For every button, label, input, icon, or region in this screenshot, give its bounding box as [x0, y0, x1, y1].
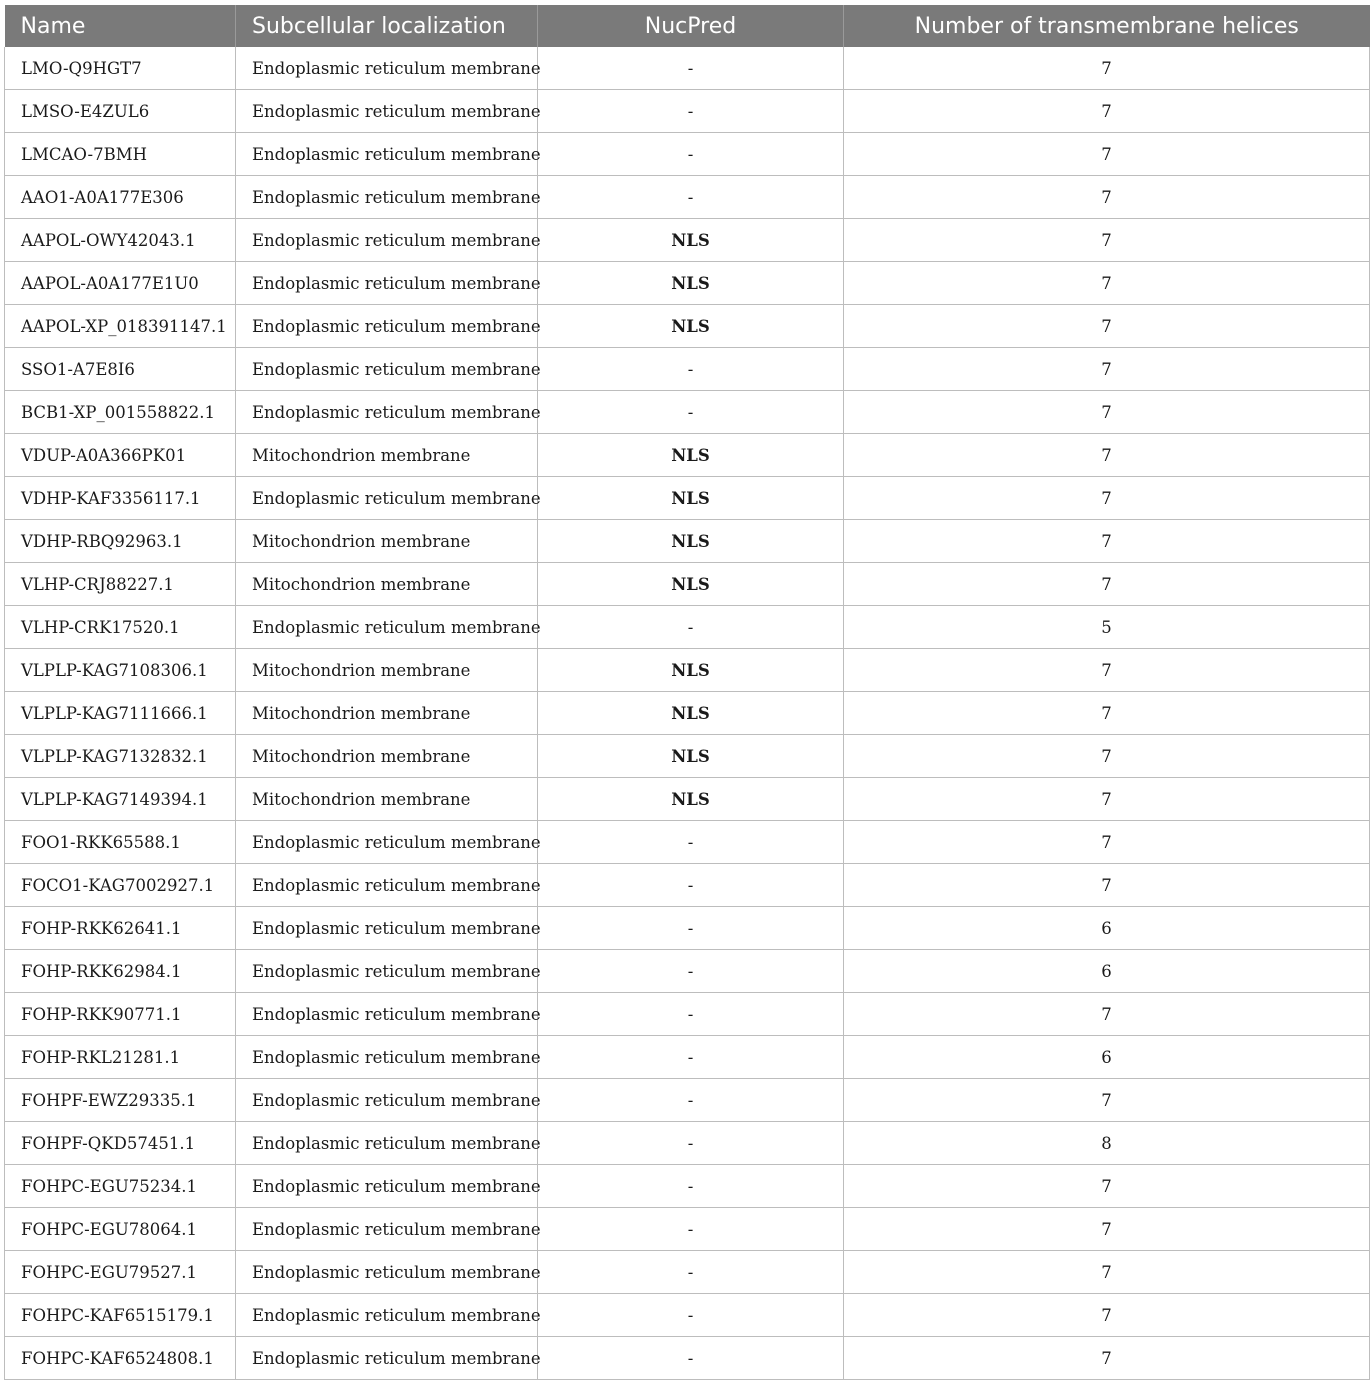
cell-nucpred: NLS	[538, 649, 844, 692]
cell-nucpred: -	[538, 606, 844, 649]
table-row	[5, 778, 1370, 821]
table-row	[5, 993, 1370, 1036]
table-row	[5, 606, 1370, 649]
cell-name: FOO1-RKK65588.1	[5, 821, 236, 864]
cell-transmembrane-helices: 6	[844, 907, 1370, 950]
cell-transmembrane-helices: 7	[844, 47, 1370, 90]
cell-name: VDHP-KAF3356117.1	[5, 477, 236, 520]
cell-nucpred: -	[538, 391, 844, 434]
cell-nucpred: -	[538, 907, 844, 950]
table-row	[5, 348, 1370, 391]
cell-nucpred: -	[538, 1036, 844, 1079]
table-row	[5, 434, 1370, 477]
table-row	[5, 907, 1370, 950]
cell-name: BCB1-XP_001558822.1	[5, 391, 236, 434]
cell-subcellular-localization: Endoplasmic reticulum membrane	[236, 1079, 538, 1122]
table-row	[5, 1337, 1370, 1380]
table-row	[5, 176, 1370, 219]
cell-nucpred: NLS	[538, 434, 844, 477]
cell-transmembrane-helices: 7	[844, 735, 1370, 778]
cell-nucpred: -	[538, 90, 844, 133]
cell-nucpred: -	[538, 1208, 844, 1251]
cell-name: FOHP-RKK90771.1	[5, 993, 236, 1036]
table-row	[5, 305, 1370, 348]
cell-nucpred: -	[538, 821, 844, 864]
cell-name: AAPOL-A0A177E1U0	[5, 262, 236, 305]
cell-transmembrane-helices: 7	[844, 219, 1370, 262]
header-row	[5, 5, 1370, 47]
cell-nucpred: -	[538, 1079, 844, 1122]
cell-transmembrane-helices: 7	[844, 1208, 1370, 1251]
cell-name: FOHPC-EGU75234.1	[5, 1165, 236, 1208]
table-row	[5, 649, 1370, 692]
cell-subcellular-localization: Endoplasmic reticulum membrane	[236, 133, 538, 176]
cell-subcellular-localization: Endoplasmic reticulum membrane	[236, 477, 538, 520]
cell-nucpred: NLS	[538, 692, 844, 735]
table-row	[5, 950, 1370, 993]
cell-name: FOHPC-EGU79527.1	[5, 1251, 236, 1294]
cell-subcellular-localization: Endoplasmic reticulum membrane	[236, 176, 538, 219]
cell-name: FOHP-RKK62641.1	[5, 907, 236, 950]
cell-transmembrane-helices: 7	[844, 1079, 1370, 1122]
cell-subcellular-localization: Endoplasmic reticulum membrane	[236, 1122, 538, 1165]
protein-table-container	[4, 5, 1369, 1380]
cell-transmembrane-helices: 7	[844, 348, 1370, 391]
cell-nucpred: NLS	[538, 262, 844, 305]
cell-subcellular-localization: Endoplasmic reticulum membrane	[236, 90, 538, 133]
cell-transmembrane-helices: 7	[844, 1251, 1370, 1294]
cell-name: AAO1-A0A177E306	[5, 176, 236, 219]
cell-name: LMCAO-7BMH	[5, 133, 236, 176]
cell-nucpred: NLS	[538, 563, 844, 606]
cell-nucpred: -	[538, 133, 844, 176]
cell-name: FOHP-RKL21281.1	[5, 1036, 236, 1079]
cell-nucpred: -	[538, 1294, 844, 1337]
column-header-name: Name	[5, 5, 236, 47]
cell-transmembrane-helices: 7	[844, 1294, 1370, 1337]
cell-transmembrane-helices: 7	[844, 864, 1370, 907]
cell-subcellular-localization: Mitochondrion membrane	[236, 434, 538, 477]
cell-transmembrane-helices: 7	[844, 1337, 1370, 1380]
cell-subcellular-localization: Endoplasmic reticulum membrane	[236, 606, 538, 649]
cell-transmembrane-helices: 7	[844, 90, 1370, 133]
cell-subcellular-localization: Mitochondrion membrane	[236, 735, 538, 778]
cell-subcellular-localization: Endoplasmic reticulum membrane	[236, 348, 538, 391]
cell-nucpred: NLS	[538, 735, 844, 778]
cell-name: AAPOL-OWY42043.1	[5, 219, 236, 262]
cell-subcellular-localization: Endoplasmic reticulum membrane	[236, 993, 538, 1036]
cell-transmembrane-helices: 6	[844, 1036, 1370, 1079]
cell-transmembrane-helices: 7	[844, 778, 1370, 821]
cell-transmembrane-helices: 8	[844, 1122, 1370, 1165]
cell-nucpred: -	[538, 47, 844, 90]
cell-name: FOHP-RKK62984.1	[5, 950, 236, 993]
cell-transmembrane-helices: 7	[844, 520, 1370, 563]
cell-transmembrane-helices: 6	[844, 950, 1370, 993]
table-row	[5, 477, 1370, 520]
table-row	[5, 133, 1370, 176]
cell-subcellular-localization: Endoplasmic reticulum membrane	[236, 305, 538, 348]
cell-nucpred: -	[538, 1165, 844, 1208]
table-row	[5, 1122, 1370, 1165]
cell-subcellular-localization: Endoplasmic reticulum membrane	[236, 1208, 538, 1251]
cell-subcellular-localization: Endoplasmic reticulum membrane	[236, 907, 538, 950]
cell-subcellular-localization: Endoplasmic reticulum membrane	[236, 821, 538, 864]
cell-transmembrane-helices: 5	[844, 606, 1370, 649]
column-header-nucpred: NucPred	[538, 5, 844, 47]
cell-nucpred: -	[538, 1251, 844, 1294]
table-row	[5, 563, 1370, 606]
cell-nucpred: NLS	[538, 305, 844, 348]
table-row	[5, 1294, 1370, 1337]
cell-transmembrane-helices: 7	[844, 305, 1370, 348]
cell-subcellular-localization: Endoplasmic reticulum membrane	[236, 1165, 538, 1208]
table-row	[5, 1251, 1370, 1294]
cell-nucpred: -	[538, 1122, 844, 1165]
cell-name: VLHP-CRK17520.1	[5, 606, 236, 649]
cell-name: VDHP-RBQ92963.1	[5, 520, 236, 563]
cell-transmembrane-helices: 7	[844, 477, 1370, 520]
cell-name: VLPLP-KAG7108306.1	[5, 649, 236, 692]
cell-subcellular-localization: Mitochondrion membrane	[236, 778, 538, 821]
table-row	[5, 735, 1370, 778]
cell-transmembrane-helices: 7	[844, 821, 1370, 864]
cell-subcellular-localization: Mitochondrion membrane	[236, 649, 538, 692]
cell-nucpred: -	[538, 1337, 844, 1380]
cell-name: FOHPC-KAF6515179.1	[5, 1294, 236, 1337]
cell-name: LMSO-E4ZUL6	[5, 90, 236, 133]
cell-nucpred: NLS	[538, 477, 844, 520]
cell-subcellular-localization: Endoplasmic reticulum membrane	[236, 1337, 538, 1380]
cell-nucpred: -	[538, 864, 844, 907]
cell-nucpred: NLS	[538, 778, 844, 821]
cell-transmembrane-helices: 7	[844, 133, 1370, 176]
cell-subcellular-localization: Endoplasmic reticulum membrane	[236, 262, 538, 305]
cell-transmembrane-helices: 7	[844, 563, 1370, 606]
cell-transmembrane-helices: 7	[844, 1165, 1370, 1208]
cell-nucpred: -	[538, 176, 844, 219]
cell-nucpred: -	[538, 348, 844, 391]
cell-transmembrane-helices: 7	[844, 434, 1370, 477]
cell-subcellular-localization: Endoplasmic reticulum membrane	[236, 1036, 538, 1079]
table-body	[5, 47, 1370, 1380]
cell-name: FOHPC-EGU78064.1	[5, 1208, 236, 1251]
cell-transmembrane-helices: 7	[844, 692, 1370, 735]
table-row	[5, 1208, 1370, 1251]
cell-name: FOHPF-QKD57451.1	[5, 1122, 236, 1165]
table-row	[5, 90, 1370, 133]
table-row	[5, 821, 1370, 864]
table-header	[5, 5, 1370, 47]
cell-subcellular-localization: Mitochondrion membrane	[236, 520, 538, 563]
table-row	[5, 1079, 1370, 1122]
table-row	[5, 219, 1370, 262]
table-row	[5, 391, 1370, 434]
cell-transmembrane-helices: 7	[844, 993, 1370, 1036]
cell-nucpred: -	[538, 950, 844, 993]
cell-transmembrane-helices: 7	[844, 649, 1370, 692]
cell-nucpred: -	[538, 993, 844, 1036]
table-row	[5, 1036, 1370, 1079]
cell-name: VLPLP-KAG7149394.1	[5, 778, 236, 821]
cell-name: VLPLP-KAG7132832.1	[5, 735, 236, 778]
cell-subcellular-localization: Endoplasmic reticulum membrane	[236, 391, 538, 434]
cell-subcellular-localization: Endoplasmic reticulum membrane	[236, 1251, 538, 1294]
cell-subcellular-localization: Endoplasmic reticulum membrane	[236, 864, 538, 907]
table-row	[5, 1165, 1370, 1208]
cell-name: VDUP-A0A366PK01	[5, 434, 236, 477]
cell-nucpred: NLS	[538, 219, 844, 262]
cell-subcellular-localization: Mitochondrion membrane	[236, 563, 538, 606]
column-header-transmembrane-helices: Number of transmembrane helices	[844, 5, 1370, 47]
cell-subcellular-localization: Endoplasmic reticulum membrane	[236, 950, 538, 993]
cell-name: VLPLP-KAG7111666.1	[5, 692, 236, 735]
cell-transmembrane-helices: 7	[844, 391, 1370, 434]
cell-subcellular-localization: Endoplasmic reticulum membrane	[236, 47, 538, 90]
cell-name: FOHPC-KAF6524808.1	[5, 1337, 236, 1380]
table-row	[5, 520, 1370, 563]
protein-localization-table	[4, 5, 1370, 1380]
cell-name: VLHP-CRJ88227.1	[5, 563, 236, 606]
cell-transmembrane-helices: 7	[844, 176, 1370, 219]
table-row	[5, 692, 1370, 735]
table-row	[5, 47, 1370, 90]
table-row	[5, 262, 1370, 305]
cell-name: FOCO1-KAG7002927.1	[5, 864, 236, 907]
column-header-subcellular-localization: Subcellular localization	[236, 5, 538, 47]
cell-transmembrane-helices: 7	[844, 262, 1370, 305]
cell-name: LMO-Q9HGT7	[5, 47, 236, 90]
cell-name: SSO1-A7E8I6	[5, 348, 236, 391]
table-row	[5, 864, 1370, 907]
cell-nucpred: NLS	[538, 520, 844, 563]
cell-subcellular-localization: Endoplasmic reticulum membrane	[236, 219, 538, 262]
cell-subcellular-localization: Mitochondrion membrane	[236, 692, 538, 735]
cell-name: FOHPF-EWZ29335.1	[5, 1079, 236, 1122]
cell-name: AAPOL-XP_018391147.1	[5, 305, 236, 348]
cell-subcellular-localization: Endoplasmic reticulum membrane	[236, 1294, 538, 1337]
